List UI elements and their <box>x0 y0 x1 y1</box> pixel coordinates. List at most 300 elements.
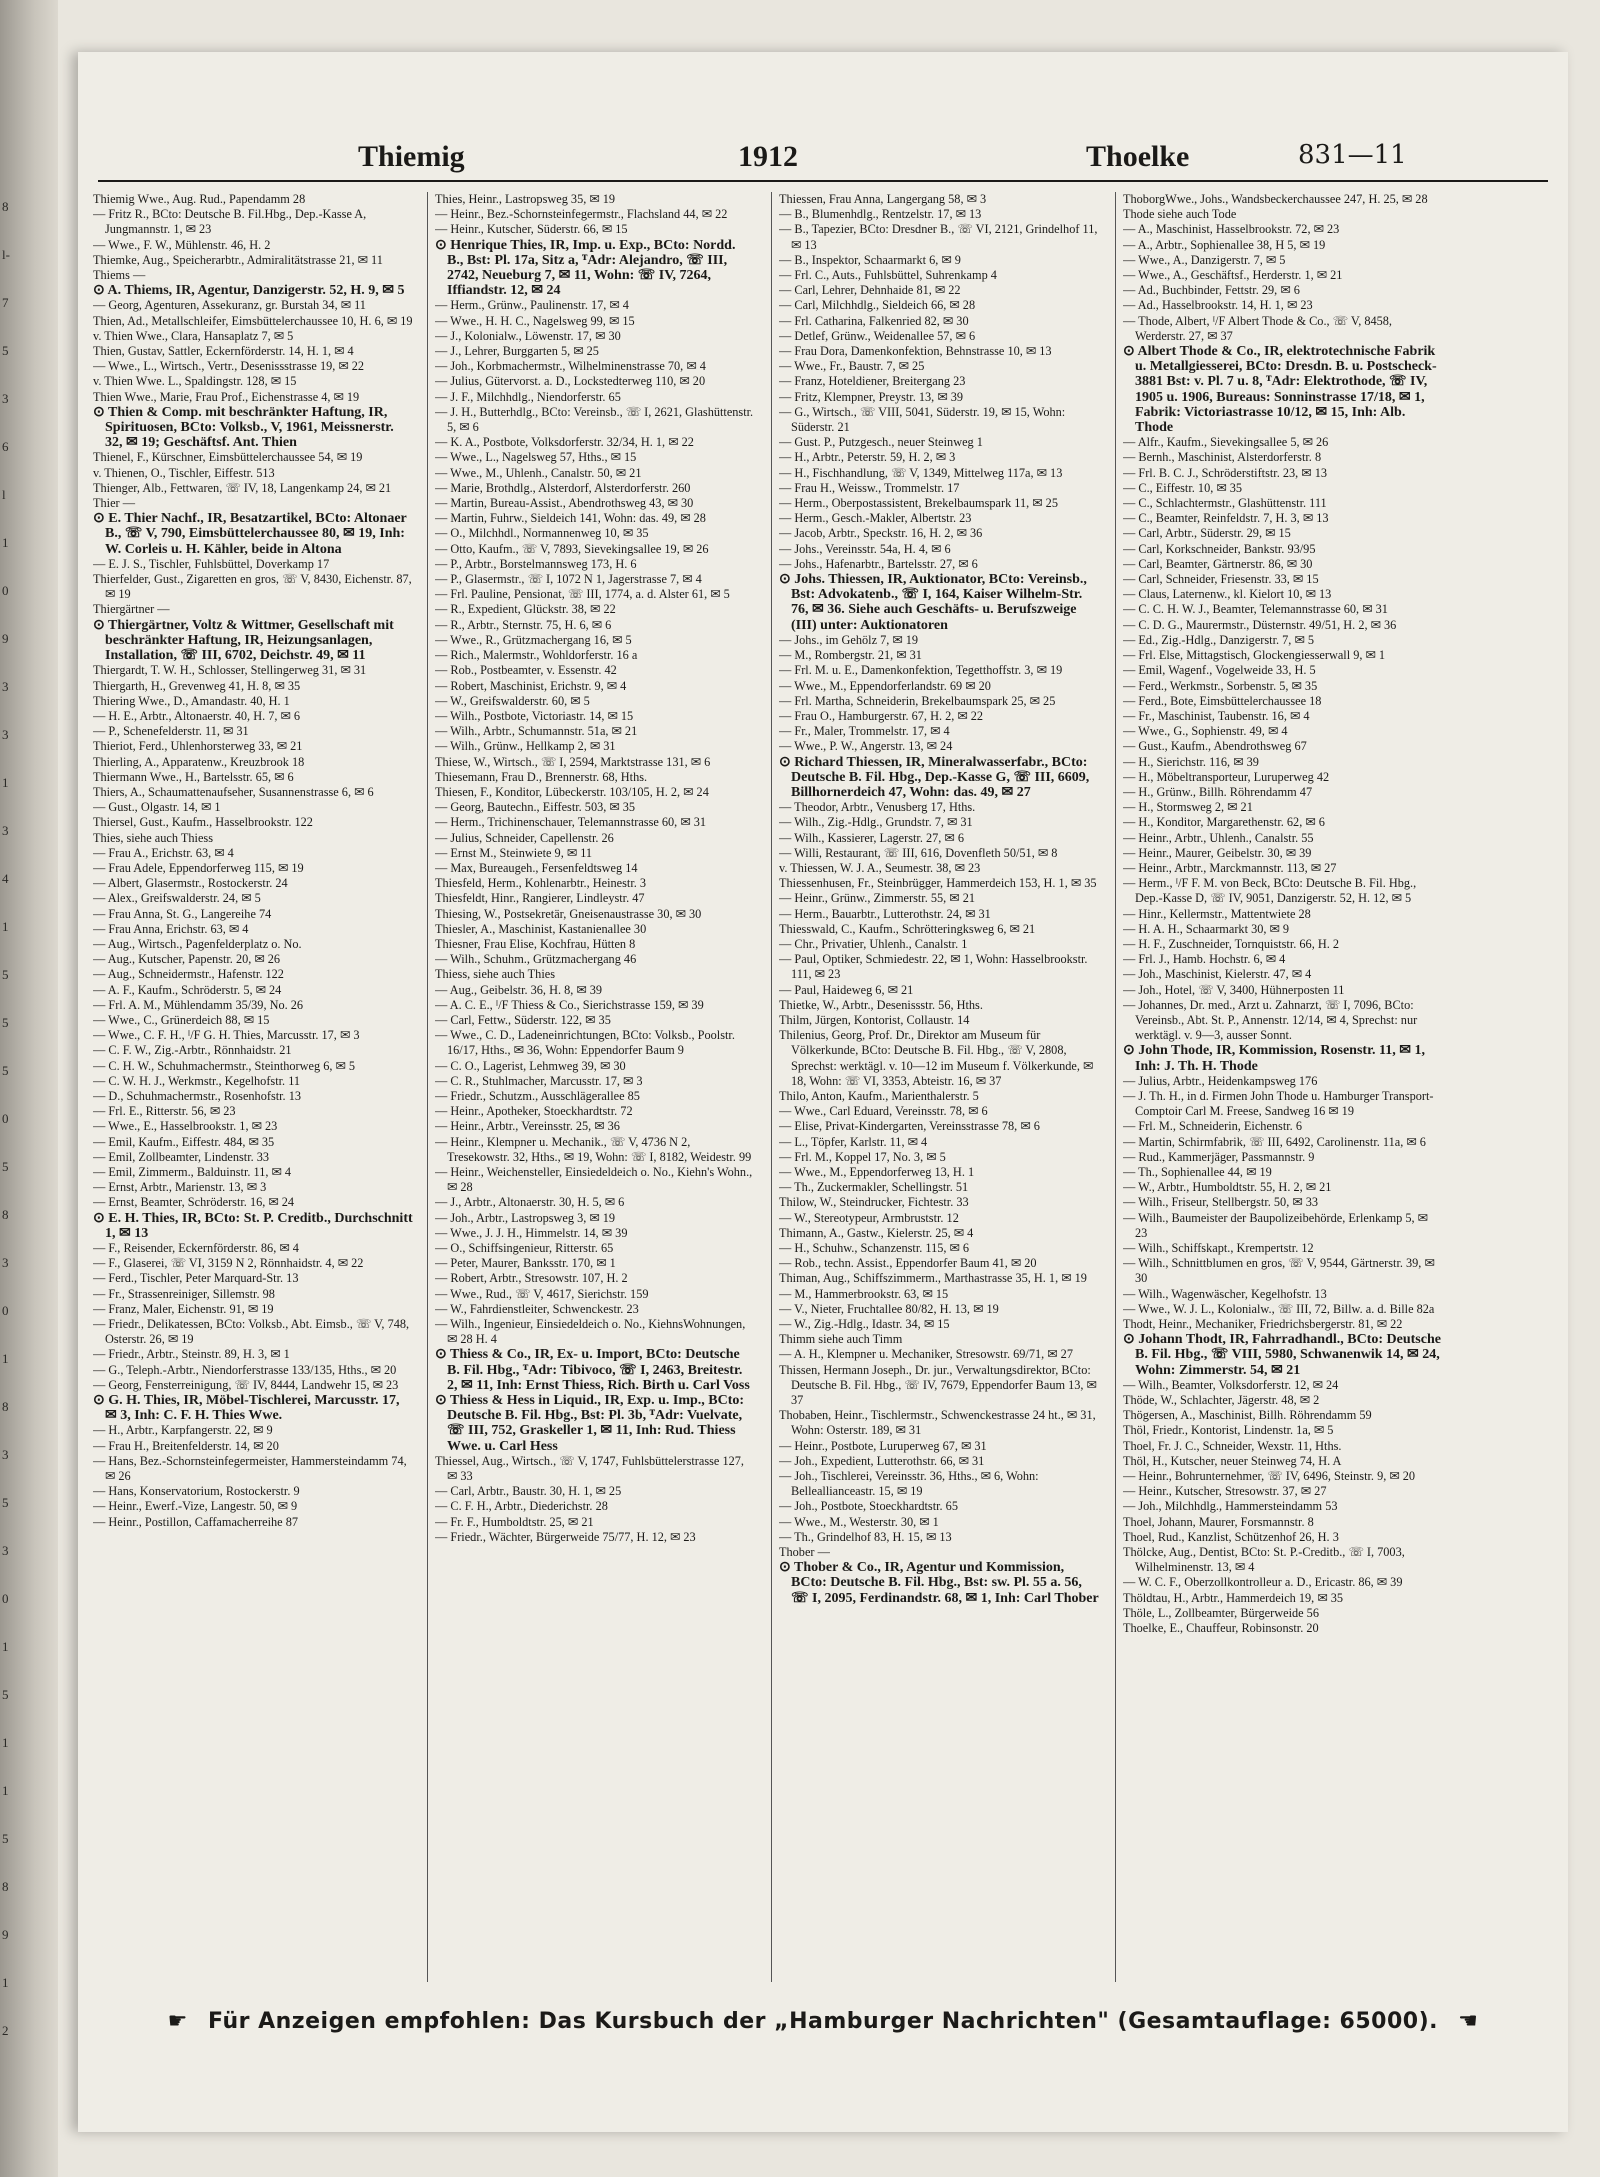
directory-entry: — Emil, Kaufm., Eiffestr. 484, ✉ 35 <box>93 1134 275 1149</box>
pointing-hand-left-icon: ☛ <box>167 2009 188 2034</box>
directory-entry: — Ed., Zig.-Hdlg., Danzigerstr. 7, ✉ 5 <box>1123 632 1314 647</box>
directory-entry: — Wwe., F. W., Mühlenstr. 46, H. 2 <box>93 237 271 252</box>
directory-entry: — Heinr., Arbtr., Marckmannstr. 113, ✉ 27 <box>1123 860 1337 875</box>
directory-entry: — W., Fahrdienstleiter, Schwenckestr. 23 <box>435 1301 639 1316</box>
directory-entry: — Peter, Maurer, Banksstr. 170, ✉ 1 <box>435 1256 616 1271</box>
directory-entry: — Gust., Olgastr. 14, ✉ 1 <box>93 800 221 815</box>
facing-page-fragment: 2 <box>2 2023 9 2038</box>
facing-page-fragment: 5 <box>2 343 9 358</box>
facing-page-fragment: 0 <box>2 583 9 598</box>
directory-entry: — Marie, Brothdlg., Alsterdorf, Alsterdorferstr. 260 <box>435 480 691 495</box>
directory-entry: Thienel, F., Kürschner, Eimsbüttelerchaussee 54, ✉ 19 <box>93 450 363 465</box>
directory-entry: — O., Milchhdl., Normannenweg 10, ✉ 35 <box>435 526 649 541</box>
directory-entry: — Wwe., P. W., Angerstr. 13, ✉ 24 <box>779 739 953 754</box>
facing-page-fragment: l- <box>2 247 10 262</box>
directory-entry: — Carl, Korkschneider, Bankstr. 93/95 <box>1123 541 1316 556</box>
directory-entry: ⊙ E. H. Thies, IR, BCto: St. P. Creditb., Durchschnitt 1, ✉ 13 <box>93 1210 413 1241</box>
directory-entry: — Wilh., Ingenieur, Einsiedeldeich o. No., KiehnsWohnungen, ✉ 28 H. 4 <box>435 1317 746 1347</box>
directory-entry: — Frau Anna, Erichstr. 63, ✉ 4 <box>93 921 249 936</box>
directory-entry: — Wwe., A., Danzigerstr. 7, ✉ 5 <box>1123 252 1286 267</box>
directory-entry: — Frl. J., Hamb. Hochstr. 6, ✉ 4 <box>1123 952 1286 967</box>
directory-entry: ⊙ Thien & Comp. mit beschränkter Haftung, IR, Spirituosen, BCto: Volksb., V, 1961, Meissnerstr. 32, ✉ 19; Geschäftsf. Ant. Thien <box>93 404 394 451</box>
directory-entry: — Bernh., Maschinist, Alsterdorferstr. 8 <box>1123 450 1322 465</box>
facing-page-fragment: 9 <box>2 1927 9 1942</box>
advertisement-footer <box>98 1998 1548 2046</box>
directory-entry: — H., Arbtr., Karpfangerstr. 22, ✉ 9 <box>93 1423 273 1438</box>
directory-entry: — Wwe., Fr., Baustr. 7, ✉ 25 <box>779 359 925 374</box>
directory-entry: — Fritz R., BCto: Deutsche B. Fil.Hbg., Dep.-Kasse A, Jungmannstr. 1, ✉ 23 <box>93 207 367 237</box>
directory-entry: — Joh., Maschinist, Kielerstr. 47, ✉ 4 <box>1123 967 1312 982</box>
directory-entry: — Heinr., Maurer, Geibelstr. 30, ✉ 39 <box>1123 845 1312 860</box>
directory-entry: — Wwe., Rud., ☏ V, 4617, Sierichstr. 159 <box>435 1286 649 1301</box>
directory-entry: — Martin, Schirmfabrik, ☏ III, 6492, Carolinenstr. 11a, ✉ 6 <box>1123 1134 1426 1149</box>
directory-entry: — Heinr., Bohrunternehmer, ☏ IV, 6496, Steinstr. 9, ✉ 20 <box>1123 1469 1416 1484</box>
directory-entry: — D., Schuhmachermstr., Rosenhofstr. 13 <box>93 1088 302 1103</box>
directory-entry: — Frl. Catharina, Falkenried 82, ✉ 30 <box>779 313 969 328</box>
directory-entry: Thölcke, Aug., Dentist, BCto: St. P.-Creditb., ☏ I, 7003, Wilhelminenstr. 13, ✉ 4 <box>1123 1545 1405 1575</box>
directory-entry: — Aug., Geibelstr. 36, H. 8, ✉ 39 <box>435 982 603 997</box>
directory-entry: — Emil, Zimmerm., Balduinstr. 11, ✉ 4 <box>93 1165 292 1179</box>
facing-page-fragment: 1 <box>2 535 9 550</box>
directory-entry: ⊙ Albert Thode & Co., IR, elektrotechnische Fabrik u. Metallgiesserei, BCto: Dresdn. B. u. Postscheck- 3881 Bst: v. Pl. 7 u. 8, ᵀAdr: Elektrothode, ☏ IV, 1905 u. 1906, Bureaus: Sonninstrasse 17/18, ✉ 1, Fabrik: Victoriastrasse 10/12, ✉ 15, Inh: Alb. Thode <box>1123 344 1437 436</box>
directory-entry: — Paul, Optiker, Schmiedestr. 22, ✉ 1, Wohn: Hasselbrookstr. 111, ✉ 23 <box>779 952 1088 982</box>
directory-entry: Thiman, Aug., Schiffszimmerm., Marthastrasse 35, H. 1, ✉ 19 <box>779 1271 1087 1286</box>
directory-entry: — Wwe., M., Eppendorferweg 13, H. 1 <box>779 1165 975 1179</box>
directory-entry: Thober — <box>779 1545 830 1560</box>
directory-entry: — Gust., Kaufm., Abendrothsweg 67 <box>1123 739 1307 754</box>
directory-entry: — G., Teleph.-Arbtr., Niendorferstrasse 133/135, Hths., ✉ 20 <box>93 1362 397 1377</box>
directory-entry: Thimann, A., Gastw., Kielerstr. 25, ✉ 4 <box>779 1225 974 1240</box>
directory-entry: — H., Konditor, Margarethenstr. 62, ✉ 6 <box>1123 815 1325 830</box>
directory-entry: — H. F., Zuschneider, Tornquiststr. 66, H. 2 <box>1123 936 1340 951</box>
directory-entry: — Ad., Hasselbrookstr. 14, H. 1, ✉ 23 <box>1123 298 1313 313</box>
directory-entry: — E. J. S., Tischler, Fuhlsbüttel, Doverkamp 17 <box>93 556 330 571</box>
directory-entry: — Carl, Fettw., Süderstr. 122, ✉ 35 <box>435 1012 611 1027</box>
directory-entry: — C. O., Lagerist, Lehmweg 39, ✉ 30 <box>435 1058 626 1073</box>
directory-entry: — Hans, Konservatorium, Rostockerstr. 9 <box>93 1484 300 1499</box>
directory-entry: — Wilh., Kassierer, Lagerstr. 27, ✉ 6 <box>779 830 964 845</box>
facing-page-fragment: 3 <box>2 823 9 838</box>
facing-page-fragment: 3 <box>2 679 9 694</box>
directory-entry: — H., Sierichstr. 116, ✉ 39 <box>1123 754 1259 769</box>
directory-entry: — Gust. P., Putzgesch., neuer Steinweg 1 <box>779 435 983 450</box>
directory-entry: — Georg, Agenturen, Assekuranz, gr. Burstah 34, ✉ 11 <box>93 298 366 313</box>
directory-entry: — Herm., Bauarbtr., Lutterothstr. 24, ✉ 31 <box>779 906 991 921</box>
directory-entry: — Hans, Bez.-Schornsteinfegermeister, Hammersteindamm 74, ✉ 26 <box>93 1453 407 1484</box>
facing-page-fragment: 5 <box>2 967 9 982</box>
directory-entry: — Joh., Expedient, Lutterothstr. 66, ✉ 31 <box>779 1453 985 1468</box>
directory-entry: — A., Maschinist, Hasselbrookstr. 72, ✉ 23 <box>1123 222 1340 237</box>
header-left-name: Thiemig <box>358 140 465 173</box>
facing-page-fragment: 5 <box>2 1831 9 1846</box>
header-right-name: Thoelke <box>1086 140 1190 173</box>
directory-entry: — Heinr., Arbtr., Vereinsstr. 25, ✉ 36 <box>435 1119 620 1134</box>
directory-entry: — Fr., Maschinist, Taubenstr. 16, ✉ 4 <box>1123 708 1310 723</box>
facing-page-fragment: 7 <box>2 295 9 310</box>
directory-entry: — B., Tapezier, BCto: Dresdner B., ☏ VI, 2121, Grindelhof 11, ✉ 13 <box>779 222 1098 252</box>
directory-entry: — Herm., Grünw., Paulinenstr. 17, ✉ 4 <box>435 298 629 313</box>
directory-entry: — Ferd., Tischler, Peter Marquard-Str. 13 <box>93 1271 299 1286</box>
directory-entry: v. Thien Wwe. L., Spaldingstr. 128, ✉ 15 <box>93 374 297 389</box>
directory-entry: — M., Hammerbrookstr. 63, ✉ 15 <box>779 1286 949 1301</box>
directory-entry: — Jacob, Arbtr., Speckstr. 16, H. 2, ✉ 36 <box>779 526 983 541</box>
directory-entry: — H., Möbeltransporteur, Luruperweg 42 <box>1123 769 1330 784</box>
directory-entry: — Wwe., M., Uhlenh., Canalstr. 50, ✉ 21 <box>435 465 642 480</box>
directory-entry: Thoel, Johann, Maurer, Forsmannstr. 8 <box>1123 1514 1314 1529</box>
directory-entry: — Wwe., C., Grünerdeich 88, ✉ 15 <box>93 1012 270 1027</box>
directory-entry: — Elise, Privat-Kindergarten, Vereinsstrasse 78, ✉ 6 <box>779 1119 1040 1134</box>
directory-entry: Thienger, Alb., Fettwaren, ☏ IV, 18, Langenkamp 24, ✉ 21 <box>93 480 392 495</box>
directory-entry: — Ad., Buchbinder, Fettstr. 29, ✉ 6 <box>1123 283 1300 298</box>
directory-entry: — W., Zig.-Hdlg., Idastr. 34, ✉ 15 <box>779 1317 950 1332</box>
facing-page-fragment: 5 <box>2 1063 9 1078</box>
directory-columns <box>93 192 1553 1982</box>
directory-entry: — Willi, Restaurant, ☏ III, 616, Dovenfleth 50/51, ✉ 8 <box>779 845 1058 860</box>
facing-page-fragment: 5 <box>2 1159 9 1174</box>
directory-entry: Thiersel, Gust., Kaufm., Hasselbrookstr. 122 <box>93 815 313 830</box>
directory-entry: — J., Kolonialw., Löwenstr. 17, ✉ 30 <box>435 328 621 343</box>
directory-entry: — Robert, Maschinist, Erichstr. 9, ✉ 4 <box>435 678 627 693</box>
facing-page-fragment: 1 <box>2 1639 9 1654</box>
left-page-edge <box>0 0 58 2177</box>
directory-entry: — H., Stormsweg 2, ✉ 21 <box>1123 800 1253 815</box>
directory-entry: — Frl. C., Auts., Fuhlsbüttel, Suhrenkamp 4 <box>779 268 997 283</box>
directory-entry: — Theodor, Arbtr., Venusberg 17, Hths. <box>779 800 976 815</box>
directory-entry: Thiesswald, C., Kaufm., Schrötteringksweg 6, ✉ 21 <box>779 921 1036 936</box>
directory-entry: Thien Wwe., Marie, Frau Prof., Eichenstrasse 4, ✉ 19 <box>93 389 360 404</box>
directory-entry: ⊙ John Thode, IR, Kommission, Rosenstr. 11, ✉ 1, Inh: J. Th. H. Thode <box>1123 1043 1425 1074</box>
footer-ad-text: Für Anzeigen empfohlen: Das Kursbuch der „Hamburger Nachrichten" (Gesamtauflage: 65000). <box>208 2009 1438 2034</box>
directory-entry: Thilow, W., Steindrucker, Fichtestr. 33 <box>779 1195 969 1210</box>
directory-entry: — Wilh., Baumeister der Baupolizeibehörde, Erlenkamp 5, ✉ 23 <box>1123 1210 1428 1240</box>
directory-entry: ⊙ Thiess & Co., IR, Ex- u. Import, BCto: Deutsche B. Fil. Hbg., ᵀAdr: Tibivoco, ☏ I, 2463, Breitestr. 2, ✉ 11, Inh: Ernst Thiess, Rich. Birth u. Carl Voss <box>435 1347 750 1393</box>
directory-entry: — Fr., Maler, Trommelstr. 17, ✉ 4 <box>779 724 950 739</box>
directory-entry: Thiessen, Frau Anna, Langergang 58, ✉ 3 <box>779 192 987 206</box>
directory-entry: Thiering Wwe., D., Amandastr. 40, H. 1 <box>93 693 290 708</box>
directory-entry: ThoborgWwe., Johs., Wandsbeckerchaussee 247, H. 25, ✉ 28 <box>1123 192 1428 206</box>
facing-page-fragment: 9 <box>2 631 9 646</box>
directory-entry: Thoel, Rud., Kanzlist, Schützenhof 26, H. 3 <box>1123 1529 1339 1544</box>
column-4 <box>1123 192 1443 1982</box>
directory-entry: Thier — <box>93 496 136 511</box>
directory-entry: — Frl. B. C. J., Schröderstiftstr. 23, ✉ 13 <box>1123 465 1327 480</box>
directory-entry: — W., Arbtr., Humboldtstr. 55, H. 2, ✉ 21 <box>1123 1180 1332 1195</box>
facing-page-fragment: 1 <box>2 1351 9 1366</box>
directory-entry: v. Thiessen, W. J. A., Seumestr. 38, ✉ 23 <box>779 860 981 875</box>
directory-entry: — Julius, Schneider, Capellenstr. 26 <box>435 830 614 845</box>
directory-entry: — C. F. H., Arbtr., Diederichstr. 28 <box>435 1499 608 1514</box>
directory-entry: — Friedr., Wächter, Bürgerweide 75/77, H. 12, ✉ 23 <box>435 1529 696 1544</box>
facing-page-fragment: l <box>2 487 6 502</box>
directory-entry: — Carl, Schneider, Friesenstr. 33, ✉ 15 <box>1123 572 1319 587</box>
directory-entry: — Herm., Oberpostassistent, Brekelbaumspark 11, ✉ 25 <box>779 496 1058 511</box>
directory-entry: — Detlef, Grünw., Weidenallee 57, ✉ 6 <box>779 328 976 343</box>
directory-entry: — Ferd., Werkmstr., Sorbenstr. 5, ✉ 35 <box>1123 678 1318 693</box>
directory-entry: — C. C. H. W. J., Beamter, Telemannstrasse 60, ✉ 31 <box>1123 602 1388 617</box>
directory-entry: Thöle, L., Zollbeamter, Bürgerweide 56 <box>1123 1605 1319 1620</box>
directory-entry: — Martin, Fuhrw., Sieldeich 141, Wohn: das. 49, ✉ 28 <box>435 511 706 526</box>
directory-entry: — F., Reisender, Eckernförderstr. 86, ✉ 4 <box>93 1241 299 1256</box>
directory-entry: — Fr. F., Humboldtstr. 25, ✉ 21 <box>435 1514 594 1529</box>
directory-entry: — Frl. A. M., Mühlendamm 35/39, No. 26 <box>93 997 304 1012</box>
facing-page-fragment: 3 <box>2 1447 9 1462</box>
facing-page-fragment: 1 <box>2 919 9 934</box>
directory-entry: ⊙ Henrique Thies, IR, Imp. u. Exp., BCto: Nordd. B., Bst: Pl. 17a, Sitz a, ᵀAdr: Alejandro, ☏ III, 2742, Neueburg 7, ✉ 11, Wohn: ☏ IV, 7264, Iffiandstr. 12, ✉ 24 <box>435 237 736 299</box>
directory-entry: — Aug., Kutscher, Papenstr. 20, ✉ 26 <box>93 952 281 967</box>
column-divider <box>1115 192 1116 1982</box>
directory-entry: Thögersen, A., Maschinist, Billh. Röhrendamm 59 <box>1123 1408 1372 1423</box>
directory-entry: Thieriot, Ferd., Uhlenhorsterweg 33, ✉ 21 <box>93 739 303 754</box>
directory-entry: Thoelke, E., Chauffeur, Robinsonstr. 20 <box>1123 1621 1319 1636</box>
directory-entry: — Rud., Kammerjäger, Passmannstr. 9 <box>1123 1149 1315 1164</box>
directory-entry: Thilo, Anton, Kaufm., Marienthalerstr. 5 <box>779 1088 979 1103</box>
directory-entry: — Claus, Laternenw., kl. Kielort 10, ✉ 13 <box>1123 587 1332 602</box>
directory-entry: Thiesner, Frau Elise, Kochfrau, Hütten 8 <box>435 936 636 951</box>
directory-entry: — R., Expedient, Glückstr. 38, ✉ 22 <box>435 602 616 617</box>
directory-entry: — H. A. H., Schaarmarkt 30, ✉ 9 <box>1123 921 1290 936</box>
directory-entry: — Max, Bureaugeh., Fersenfeldtsweg 14 <box>435 860 638 875</box>
directory-entry: — C. W. H. J., Werkmstr., Kegelhofstr. 11 <box>93 1073 301 1088</box>
directory-entry: — Wilh., Wagenwäscher, Kegelhofstr. 13 <box>1123 1286 1327 1301</box>
column-3 <box>779 192 1099 1982</box>
pointing-hand-right-icon: ☚ <box>1458 2009 1479 2034</box>
directory-entry: — P., Schenefelderstr. 11, ✉ 31 <box>93 724 249 739</box>
directory-entry: — Wilh., Schnittblumen en gros, ☏ V, 9544, Gärtnerstr. 39, ✉ 30 <box>1123 1256 1435 1286</box>
directory-entry: Thiermann Wwe., H., Bartelsstr. 65, ✉ 6 <box>93 769 294 784</box>
directory-entry: — J. F., Milchhdlg., Niendorferstr. 65 <box>435 389 621 404</box>
directory-entry: — H., Arbtr., Peterstr. 59, H. 2, ✉ 3 <box>779 450 956 465</box>
header-year: 1912 <box>738 140 798 173</box>
directory-entry: — Wwe., E., Hasselbrookstr. 1, ✉ 23 <box>93 1119 278 1134</box>
directory-entry: — Heinr., Klempner u. Mechanik., ☏ V, 4736 N 2, Tresekowstr. 32, Hths., ✉ 19, Wohn: ☏ I, 8182, Weidestr. 99 <box>435 1134 752 1164</box>
directory-entry: Thiesemann, Frau D., Brennerstr. 68, Hths. <box>435 769 648 784</box>
directory-entry: — J. H., Butterhdlg., BCto: Vereinsb., ☏ I, 2621, Glashüttenstr. 5, ✉ 6 <box>435 404 754 435</box>
directory-entry: — Wwe., C. F. H., ᴵ/F G. H. Thies, Marcusstr. 17, ✉ 3 <box>93 1028 360 1043</box>
facing-page-fragment: 8 <box>2 1879 9 1894</box>
directory-entry: — J., Lehrer, Burggarten 5, ✉ 25 <box>435 344 599 359</box>
directory-entry: — Wwe., G., Sophienstr. 49, ✉ 4 <box>1123 724 1288 739</box>
directory-entry: Thöl, Friedr., Kontorist, Lindenstr. 1a, ✉ 5 <box>1123 1423 1334 1438</box>
directory-entry: — Wilh., Schuhm., Grützmachergang 46 <box>435 952 637 967</box>
directory-entry: — Rich., Malermstr., Wohldorferstr. 16 a <box>435 648 638 663</box>
directory-entry: — Herm., ᴵ/F F. M. von Beck, BCto: Deutsche B. Fil. Hbg., Dep.-Kasse D, ☏ IV, 9051, Danzigerstr. 52, H. 12, ✉ 5 <box>1123 876 1417 906</box>
directory-entry: — Wwe., H. H. C., Nagelsweg 99, ✉ 15 <box>435 313 635 328</box>
directory-entry: Thierling, A., Apparatenw., Kreuzbrook 18 <box>93 754 305 769</box>
directory-entry: — B., Inspektor, Schaarmarkt 6, ✉ 9 <box>779 252 961 267</box>
directory-entry: — Frau A., Erichstr. 63, ✉ 4 <box>93 845 234 860</box>
facing-page-fragment: 3 <box>2 391 9 406</box>
directory-entry: Thietke, W., Arbtr., Desenissstr. 56, Hths. <box>779 997 983 1012</box>
directory-entry: — Frl. Martha, Schneiderin, Brekelbaumspark 25, ✉ 25 <box>779 693 1056 708</box>
directory-entry: — Georg, Bautechn., Eiffestr. 503, ✉ 35 <box>435 800 636 815</box>
directory-entry: — Wilh., Postbote, Victoriastr. 14, ✉ 15 <box>435 708 634 723</box>
directory-entry: — Wwe., W. J. L., Kolonialw., ☏ III, 72, Billw. a. d. Bille 82a <box>1123 1301 1435 1316</box>
directory-entry: — Georg, Fensterreinigung, ☏ IV, 8444, Landwehr 15, ✉ 23 <box>93 1377 399 1392</box>
directory-entry: — Joh., Hotel, ☏ V, 3400, Hühnerposten 11 <box>1123 982 1345 997</box>
directory-entry: — Wwe., M., Eppendorferlandstr. 69 ✉ 20 <box>779 678 991 693</box>
directory-entry: — Wwe., J. J. H., Himmelstr. 14, ✉ 39 <box>435 1225 628 1240</box>
facing-page-fragment: 1 <box>2 1783 9 1798</box>
directory-entry: — F., Glaserei, ☏ VI, 3159 N 2, Rönnhaidstr. 4, ✉ 22 <box>93 1256 364 1271</box>
directory-entry: — Heinr., Postbote, Luruperweg 67, ✉ 31 <box>779 1438 987 1453</box>
directory-entry: Thiergärtner — <box>93 602 170 617</box>
directory-entry: Thies, siehe auch Thiess <box>93 830 213 845</box>
directory-entry: — Wilh., Beamter, Volksdorferstr. 12, ✉ 24 <box>1123 1377 1339 1392</box>
directory-entry: — Thode, Albert, ᴵ/F Albert Thode & Co., ☏ V, 8458, Werderstr. 27, ✉ 37 <box>1123 313 1393 343</box>
directory-entry: Thiergardt, T. W. H., Schlosser, Stellingerweg 31, ✉ 31 <box>93 663 367 678</box>
directory-entry: — Wwe., Carl Eduard, Vereinsstr. 78, ✉ 6 <box>779 1104 988 1119</box>
directory-entry: ⊙ A. Thiems, IR, Agentur, Danzigerstr. 52, H. 9, ✉ 5 <box>93 283 405 299</box>
directory-entry: — A. F., Kaufm., Schröderstr. 5, ✉ 24 <box>93 982 282 997</box>
directory-entry: — Carl, Arbtr., Süderstr. 29, ✉ 15 <box>1123 526 1291 541</box>
directory-entry: ⊙ Johs. Thiessen, IR, Auktionator, BCto: Vereinsb., Bst: Advokatenb., ☏ I, 164, Kaiser Wilhelm-Str. 76, ✉ 36. Siehe auch Geschäfts- u. Berufszweige (III) unter: Auktionatoren <box>779 572 1087 633</box>
directory-entry: — Herm., Gesch.-Makler, Albertstr. 23 <box>779 511 972 526</box>
facing-page-fragment: 1 <box>2 1735 9 1750</box>
directory-entry: ⊙ Thiess & Hess in Liquid., IR, Exp. u. Imp., BCto: Deutsche B. Fil. Hbg., Bst: Pl. 3b, ᵀAdr: Vuelvate, ☏ III, 752, Graskeller 1, ✉ 11, Inh: Rud. Thiess Wwe. u. Carl Hess <box>435 1393 745 1454</box>
column-divider <box>427 192 428 1982</box>
facing-page-fragment: 4 <box>2 871 9 886</box>
directory-entry: — Ernst, Beamter, Schröderstr. 16, ✉ 24 <box>93 1195 295 1210</box>
directory-entry: — Wilh., Arbtr., Schumannstr. 51a, ✉ 21 <box>435 724 638 739</box>
directory-entry: ⊙ Thober & Co., IR, Agentur und Kommission, BCto: Deutsche B. Fil. Hbg., Bst: sw. Pl. 55 a. 56, ☏ I, 2095, Ferdinandstr. 68, ✉ 1, Inh: Carl Thober <box>779 1560 1099 1606</box>
directory-page <box>78 52 1568 2132</box>
facing-page-fragment: 8 <box>2 1207 9 1222</box>
directory-entry: — Frau H., Breitenfelderstr. 14, ✉ 20 <box>93 1438 279 1453</box>
directory-entry: Thierfelder, Gust., Zigaretten en gros, ☏ V, 8430, Eichenstr. 87, ✉ 19 <box>93 572 412 602</box>
directory-entry: — C. F. W., Zig.-Arbtr., Rönnhaidstr. 21 <box>93 1043 292 1058</box>
directory-entry: — B., Blumenhdlg., Rentzelstr. 17, ✉ 13 <box>779 207 982 222</box>
directory-entry: — Wilh., Grünw., Hellkamp 2, ✉ 31 <box>435 739 616 754</box>
directory-entry: — Wilh., Zig.-Hdlg., Grundstr. 7, ✉ 31 <box>779 815 973 830</box>
directory-entry: — Johs., Hafenarbtr., Bartelsstr. 27, ✉ 6 <box>779 556 978 571</box>
directory-entry: Thies, Heinr., Lastropsweg 35, ✉ 19 <box>435 192 616 206</box>
directory-entry: — C. D. G., Maurermstr., Düsternstr. 49/51, H. 2, ✉ 36 <box>1123 617 1397 632</box>
facing-page-fragment: 8 <box>2 199 9 214</box>
facing-page-fragment: 3 <box>2 1255 9 1270</box>
directory-entry: — Chr., Privatier, Uhlenh., Canalstr. 1 <box>779 936 968 951</box>
directory-entry: — Frl. Pauline, Pensionat, ☏ III, 1774, a. d. Alster 61, ✉ 5 <box>435 587 730 602</box>
directory-entry: — Wwe., M., Westerstr. 30, ✉ 1 <box>779 1514 939 1529</box>
directory-entry: — Franz, Maler, Eichenstr. 91, ✉ 19 <box>93 1301 274 1316</box>
directory-entry: — Wilh., Schiffskapt., Krempertstr. 12 <box>1123 1241 1314 1256</box>
directory-entry: Thien, Ad., Metallschleifer, Eimsbüttelerchaussee 10, H. 6, ✉ 19 <box>93 313 413 328</box>
directory-entry: — Heinr., Ewerf.-Vize, Langestr. 50, ✉ 9 <box>93 1499 298 1514</box>
directory-entry: — Julius, Arbtr., Heidenkampsweg 176 <box>1123 1073 1318 1088</box>
directory-entry: — Wwe., A., Geschäftsf., Herderstr. 1, ✉ 21 <box>1123 268 1343 283</box>
directory-entry: Thiess, siehe auch Thies <box>435 967 555 982</box>
directory-entry: — Fr., Strassenreiniger, Sillemstr. 98 <box>93 1286 275 1301</box>
facing-page-fragment: 3 <box>2 1543 9 1558</box>
page-header <box>98 140 1548 182</box>
directory-entry: — Frl. Else, Mittagstisch, Glockengiesserwall 9, ✉ 1 <box>1123 648 1386 663</box>
directory-entry: Thien, Gustav, Sattler, Eckernförderstr. 14, H. 1, ✉ 4 <box>93 344 354 359</box>
directory-entry: — Johannes, Dr. med., Arzt u. Zahnarzt, ☏ I, 7096, BCto: Vereinsb., Abt. St. P., Annenstr. 12/14, ✉ 4, Sprechst: nur werktägl. v. 9—3, ausser Sonnt. <box>1123 997 1418 1043</box>
directory-entry: — Robert, Arbtr., Stresowstr. 107, H. 2 <box>435 1271 628 1286</box>
directory-entry: Thöde, W., Schlachter, Jägerstr. 48, ✉ 2 <box>1123 1393 1320 1408</box>
directory-entry: — A. H., Klempner u. Mechaniker, Stresowstr. 69/71, ✉ 27 <box>779 1347 1073 1362</box>
directory-entry: Thiemke, Aug., Speicherarbtr., Admiralitätstrasse 21, ✉ 11 <box>93 252 383 267</box>
directory-entry: — Ferd., Bote, Eimsbüttelerchaussee 18 <box>1123 693 1322 708</box>
directory-entry: — Wwe., L., Wirtsch., Vertr., Desenissstrasse 19, ✉ 22 <box>93 359 365 374</box>
directory-entry: — Alex., Greifswalderstr. 24, ✉ 5 <box>93 891 261 906</box>
facing-page-fragment: 1 <box>2 775 9 790</box>
directory-entry: — Frau Dora, Damenkonfektion, Behnstrasse 10, ✉ 13 <box>779 344 1052 359</box>
directory-entry: — H. E., Arbtr., Altonaerstr. 40, H. 7, ✉ 6 <box>93 708 301 723</box>
directory-entry: — Friedr., Schutzm., Ausschlägerallee 85 <box>435 1088 640 1103</box>
directory-entry: — W., Stereotypeur, Armbruststr. 12 <box>779 1210 959 1225</box>
directory-entry: Thiems — <box>93 268 146 283</box>
directory-entry: — Aug., Schneidermstr., Hafenstr. 122 <box>93 967 284 982</box>
directory-entry: Thiessenhusen, Fr., Steinbrügger, Hammerdeich 153, H. 1, ✉ 35 <box>779 876 1097 891</box>
directory-entry: Thimm siehe auch Timm <box>779 1332 903 1347</box>
facing-page-fragment: 5 <box>2 1495 9 1510</box>
directory-entry: — M., Rombergstr. 21, ✉ 31 <box>779 648 922 663</box>
directory-entry: Thilenius, Georg, Prof. Dr., Direktor am Museum für Völkerkunde, BCto: Deutsche B. Fil. Hbg., ☏ V, 2808, Sprechst: werktägl. v. 10—12 im Museum f. Völkerkunde, ✉ 18, Wohn: ☏ VI, 3353, Abteistr. 16, ✉ 37 <box>779 1028 1094 1088</box>
directory-entry: — Wwe., C. D., Ladeneinrichtungen, BCto: Volksb., Poolstr. 16/17, Hths., ✉ 36, Wohn: Eppendorfer Baum 9 <box>435 1028 735 1058</box>
directory-entry: ⊙ G. H. Thies, IR, Möbel-Tischlerei, Marcusstr. 17, ✉ 3, Inh: C. F. H. Thies Wwe. <box>93 1393 400 1424</box>
directory-entry: — Joh., Arbtr., Lastropsweg 3, ✉ 19 <box>435 1210 616 1225</box>
directory-entry: — Johs., im Gehölz 7, ✉ 19 <box>779 632 919 647</box>
directory-entry: — Frl. M., Koppel 17, No. 3, ✉ 5 <box>779 1149 946 1164</box>
directory-entry: — Johs., Vereinsstr. 54a, H. 4, ✉ 6 <box>779 541 951 556</box>
directory-entry: — Emil, Wagenf., Vogelweide 33, H. 5 <box>1123 663 1316 678</box>
directory-entry: Thobaben, Heinr., Tischlermstr., Schwenckestrasse 24 ht., ✉ 31, Wohn: Osterstr. 189, ✉ 31 <box>779 1408 1096 1438</box>
directory-entry: — Joh., Korbmachermstr., Wilhelminenstrasse 70, ✉ 4 <box>435 359 706 374</box>
directory-entry: — Heinr., Kutscher, Stresowstr. 37, ✉ 27 <box>1123 1484 1327 1499</box>
directory-entry: — H., Grünw., Billh. Röhrendamm 47 <box>1123 784 1313 799</box>
facing-page-fragment: 0 <box>2 1591 9 1606</box>
directory-entry: — Frl. E., Ritterstr. 56, ✉ 23 <box>93 1104 236 1119</box>
directory-entry: Thiers, A., Schaumattenaufseher, Susannenstrasse 6, ✉ 6 <box>93 784 374 799</box>
facing-page-fragment: 3 <box>2 727 9 742</box>
directory-entry: Thiese, W., Wirtsch., ☏ I, 2594, Marktstrasse 131, ✉ 6 <box>435 754 711 769</box>
directory-entry: — H., Schuhw., Schanzenstr. 115, ✉ 6 <box>779 1241 970 1256</box>
directory-entry: — G., Wirtsch., ☏ VIII, 5041, Süderstr. 19, ✉ 15, Wohn: Süderstr. 21 <box>779 404 1066 435</box>
directory-entry: — A. C. E., ᴵ/F Thiess & Co., Sierichstrasse 159, ✉ 39 <box>435 997 704 1012</box>
directory-entry: — H., Fischhandlung, ☏ V, 1349, Mittelweg 117a, ✉ 13 <box>779 465 1063 480</box>
directory-entry: — Frau Adele, Eppendorferweg 115, ✉ 19 <box>93 860 304 875</box>
directory-entry: — Friedr., Arbtr., Steinstr. 89, H. 3, ✉ 1 <box>93 1347 290 1362</box>
directory-entry: — K. A., Postbote, Volksdorferstr. 32/34, H. 1, ✉ 22 <box>435 435 694 450</box>
directory-entry: — Ernst, Arbtr., Marienstr. 13, ✉ 3 <box>93 1180 267 1195</box>
directory-entry: — Joh., Postbote, Stoeckhardtstr. 65 <box>779 1499 958 1514</box>
directory-entry: Thiemig Wwe., Aug. Rud., Papendamm 28 <box>93 192 306 206</box>
directory-entry: — Otto, Kaufm., ☏ V, 7893, Sievekingsallee 19, ✉ 26 <box>435 541 709 556</box>
directory-entry: — L., Töpfer, Karlstr. 11, ✉ 4 <box>779 1134 928 1149</box>
page-number: 831—11 <box>1298 140 1407 170</box>
directory-entry: — Hinr., Kellermstr., Mattentwiete 28 <box>1123 906 1311 921</box>
directory-entry: ⊙ E. Thier Nachf., IR, Besatzartikel, BCto: Altonaer B., ☏ V, 790, Eimsbüttelerchaussee 80, ✉ 19, Inh: W. Corleis u. H. Kähler, beide in Altona <box>93 511 407 557</box>
directory-entry: — C., Schlachtermstr., Glashüttenstr. 111 <box>1123 496 1327 511</box>
directory-entry: — Carl, Beamter, Gärtnerstr. 86, ✉ 30 <box>1123 556 1313 571</box>
directory-entry: — Carl, Lehrer, Dehnhaide 81, ✉ 22 <box>779 283 961 298</box>
directory-entry: Thiesfeldt, Hinr., Rangierer, Lindleystr. 47 <box>435 891 645 906</box>
column-divider <box>771 192 772 1982</box>
directory-entry: — Ernst M., Steinwiete 9, ✉ 11 <box>435 845 593 860</box>
directory-entry: — Albert, Glasermstr., Rostockerstr. 24 <box>93 876 288 891</box>
directory-entry: ⊙ Johann Thodt, IR, Fahrradhandl., BCto: Deutsche B. Fil. Hbg., ☏ VIII, 5980, Schwanenwik 14, ✉ 24, Wohn: Zimmerstr. 54, ✉ 21 <box>1123 1332 1441 1378</box>
facing-page-fragment: 6 <box>2 439 9 454</box>
directory-entry: — Heinr., Weichensteller, Einsiedeldeich o. No., Kiehn's Wohn., ✉ 28 <box>435 1165 753 1195</box>
directory-entry: — Carl, Arbtr., Baustr. 30, H. 1, ✉ 25 <box>435 1484 622 1499</box>
facing-page-fragment: 5 <box>2 1687 9 1702</box>
directory-entry: — Frl. M., Schneiderin, Eichenstr. 6 <box>1123 1119 1302 1134</box>
directory-entry: — Wilh., Friseur, Stellbergstr. 50, ✉ 33 <box>1123 1195 1319 1210</box>
directory-entry: — Julius, Gütervorst. a. D., Lockstedterweg 110, ✉ 20 <box>435 374 706 389</box>
directory-entry: — Joh., Tischlerei, Vereinsstr. 36, Hths., ✉ 6, Wohn: Belleallianceastr. 15, ✉ 19 <box>779 1469 1039 1499</box>
directory-entry: Thiesfeld, Herm., Kohlenarbtr., Heinestr. 3 <box>435 876 647 891</box>
directory-entry: — Carl, Milchhdlg., Sieldeich 66, ✉ 28 <box>779 298 976 313</box>
